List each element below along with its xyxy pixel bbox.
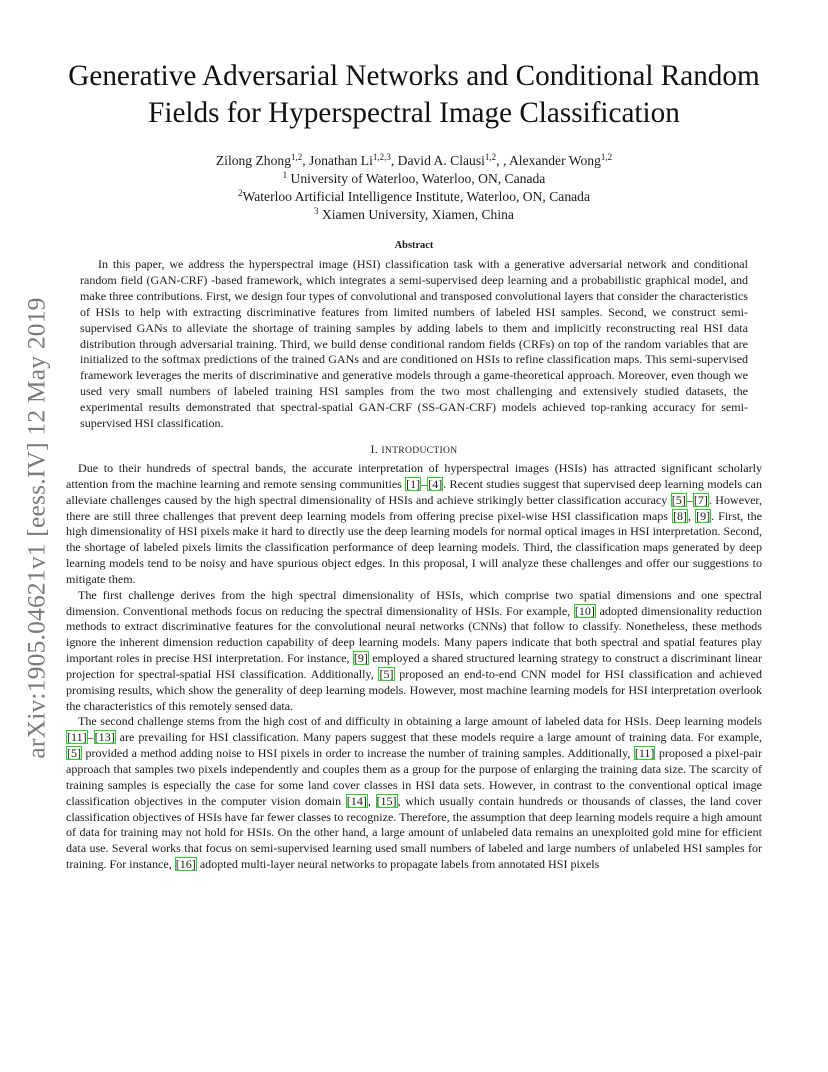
citation-link[interactable]: [14] xyxy=(346,793,367,808)
author-affiliation-mark: 1,2 xyxy=(484,152,497,162)
abstract-text: In this paper, we address the hyperspectral image (HSI) classification task with a generative adversarial network and conditional random field (GAN-CRF) -based framework, which integrates a semi-supervised deep learning and a probabilistic graphical model, and make three contributions. First, we design four types of convolutional and transposed convolutional layers that consider the characteristics of HSIs to help with extracting discriminative features from limited numbers of labeled HSI samples. Second, we construct semi-supervised GANs to alleviate the shortage of training samples by adding labels to them and implicitly reconstructing real HSI data distribution through adversarial training. Third, we build dense conditional random fields (CRFs) on top of the random variables that are initialized to the softmax predictions of the trained GANs and are conditioned on HSIs to refine classification maps. This semi-supervised framework leverages the merits of discriminative and generative models through a game-theoretical approach. Moreover, even though we used very small numbers of labeled training HSI samples from the two most challenging and extensively studied datasets, the experimental results demonstrated that spectral-spatial GAN-CRF (SS-GAN-CRF) models achieved top-ranking accuracy for semi-supervised HSI classification. xyxy=(80,257,748,431)
affiliation-text: Waterloo Artificial Intelligence Institute, Waterloo, ON, Canada xyxy=(242,189,590,204)
author-line xyxy=(66,152,762,170)
citation-link[interactable]: [4] xyxy=(428,476,443,491)
citation-link[interactable]: [5] xyxy=(671,492,686,507)
citation-link[interactable]: [13] xyxy=(94,730,115,745)
affiliation-line xyxy=(66,188,762,206)
affiliation-text: University of Waterloo, Waterloo, ON, Canada xyxy=(287,171,546,186)
citation-link[interactable]: [11] xyxy=(634,746,655,761)
affiliation-mark: 2 xyxy=(238,188,243,198)
affiliation-mark: 3 xyxy=(314,206,319,216)
citation-link[interactable]: [11] xyxy=(67,730,87,745)
citation-link[interactable]: [5] xyxy=(379,666,394,681)
citation-link[interactable]: [7] xyxy=(693,492,708,507)
abstract-heading: Abstract xyxy=(394,240,434,251)
author-affiliation-mark: 1,2 xyxy=(600,152,613,162)
author-block xyxy=(66,152,762,224)
author-affiliation-mark: 1,2 xyxy=(291,152,303,162)
author-name: , David A. Clausi xyxy=(390,153,485,168)
citation-link[interactable]: [5] xyxy=(67,746,82,761)
citation-link[interactable]: [8] xyxy=(672,508,688,523)
author-name: Zilong Zhong xyxy=(215,153,291,168)
affiliation-text: Xiamen University, Xiamen, China xyxy=(318,207,514,222)
section-heading xyxy=(66,442,762,457)
section-title: INTRODUCTION xyxy=(381,444,458,456)
affiliation-line xyxy=(66,206,762,224)
citation-link[interactable]: [15] xyxy=(376,793,397,808)
affiliation-mark: 1 xyxy=(282,170,288,180)
citation-link[interactable]: [10] xyxy=(574,603,595,618)
citation-link[interactable]: [9] xyxy=(696,508,711,523)
intro-paragraph: The second challenge stems from the high cost of and difficulty in obtaining a large amount of labeled data for HSIs. Deep learning models [11]–[13] are prevailing for HSI classification. Many papers suggest that these models require a large amount of training data. For example, [5] provided a method adding noise to HSI pixels in order to increase the number of training samples. Additionally, [11] proposed a pixel-pair approach that samples two pixels independently and couples them as a group for the purpose of enlarging the training data size. The scarcity of training samples is especially the case for some land cover classes in HSI data sets. However, in contrast to the conventional optical image classification objectives in the computer vision domain [14], [15], which usually contain hundreds or thousands of classes, the land cover classification objectives of HSIs have far fewer classes to recognize. Therefore, the assumption that deep learning models require a high amount of data for training may not hold for HSIs. On the other hand, a large amount of unlabeled data remains an unexploited gold mine for efficient data use. Several works that focus on semi-supervised learning used small numbers of labeled and large numbers of unlabeled HSI samples for training. For instance, [16] adopted multi-layer neural networks to propagate labels from annotated HSI pixels xyxy=(66,714,763,872)
citation-link[interactable]: [1] xyxy=(406,476,421,491)
citation-link[interactable]: [16] xyxy=(175,857,196,872)
citation-link[interactable]: [9] xyxy=(353,651,368,666)
author-name: , Jonathan Li xyxy=(302,153,373,168)
author-affiliation-mark: 1,2,3 xyxy=(372,152,391,162)
paper-title: Generative Adversarial Networks and Conditional Random Fields for Hyperspectral Image Classification xyxy=(68,60,760,129)
arxiv-identifier-text: arXiv:1905.04621v1 [eess.IV] 12 May 2019 xyxy=(22,297,52,759)
arxiv-identifier-stamp xyxy=(22,278,52,778)
intro-paragraph: The first challenge derives from the high spectral dimensionality of HSIs, which comprise two spatial dimensions and one spectral dimension. Conventional methods focus on reducing the spectral dimensionality of HSIs. For example, [10] adopted dimensionality reduction methods to extract discriminative features for the convolutional neural networks (CNNs) that follow to classify. Nonetheless, these methods ignore the inherent dimension reduction capability of deep learning models. Many papers indicate that both spectral and spatial features play important roles in precise HSI interpretation. For instance, [9] employed a shared structured learning strategy to construct a discriminant linear projection for spectral-spatial HSI classification. Additionally, [5] proposed an end-to-end CNN model for HSI classification and achieved promising results, which show the generality of deep learning models. However, most machine learning models for HSI interpretation overlook the characteristics of this remotely sensed data. xyxy=(66,587,763,713)
section-number: I. xyxy=(370,441,382,456)
paper-page xyxy=(66,58,762,873)
intro-paragraph: Due to their hundreds of spectral bands, the accurate interpretation of hyperspectral images (HSIs) has attracted significant scholarly attention from the machine learning and remote sensing communities [1]–[4]. Recent studies suggest that supervised deep learning models can alleviate challenges caused by the high spectral dimensionality of HSIs and achieve strikingly better classification accuracy [5]–[7]. However, there are still three challenges that prevent deep learning models from offering precise pixel-wise HSI classification maps [8], [9]. First, the high dimensionality of HSI pixels make it hard to directly use the deep learning models for normal optical images in HSI interpretation. Second, the shortage of labeled pixels limits the classification performance of deep learning models. Third, the classification maps generated by deep learning models tend to be noisy and have spurious object edges. In this proposal, I will analyze these challenges and offer our suggestions to mitigate them. xyxy=(66,460,762,586)
affiliation-line xyxy=(66,170,762,188)
author-name: , , Alexander Wong xyxy=(496,153,601,168)
